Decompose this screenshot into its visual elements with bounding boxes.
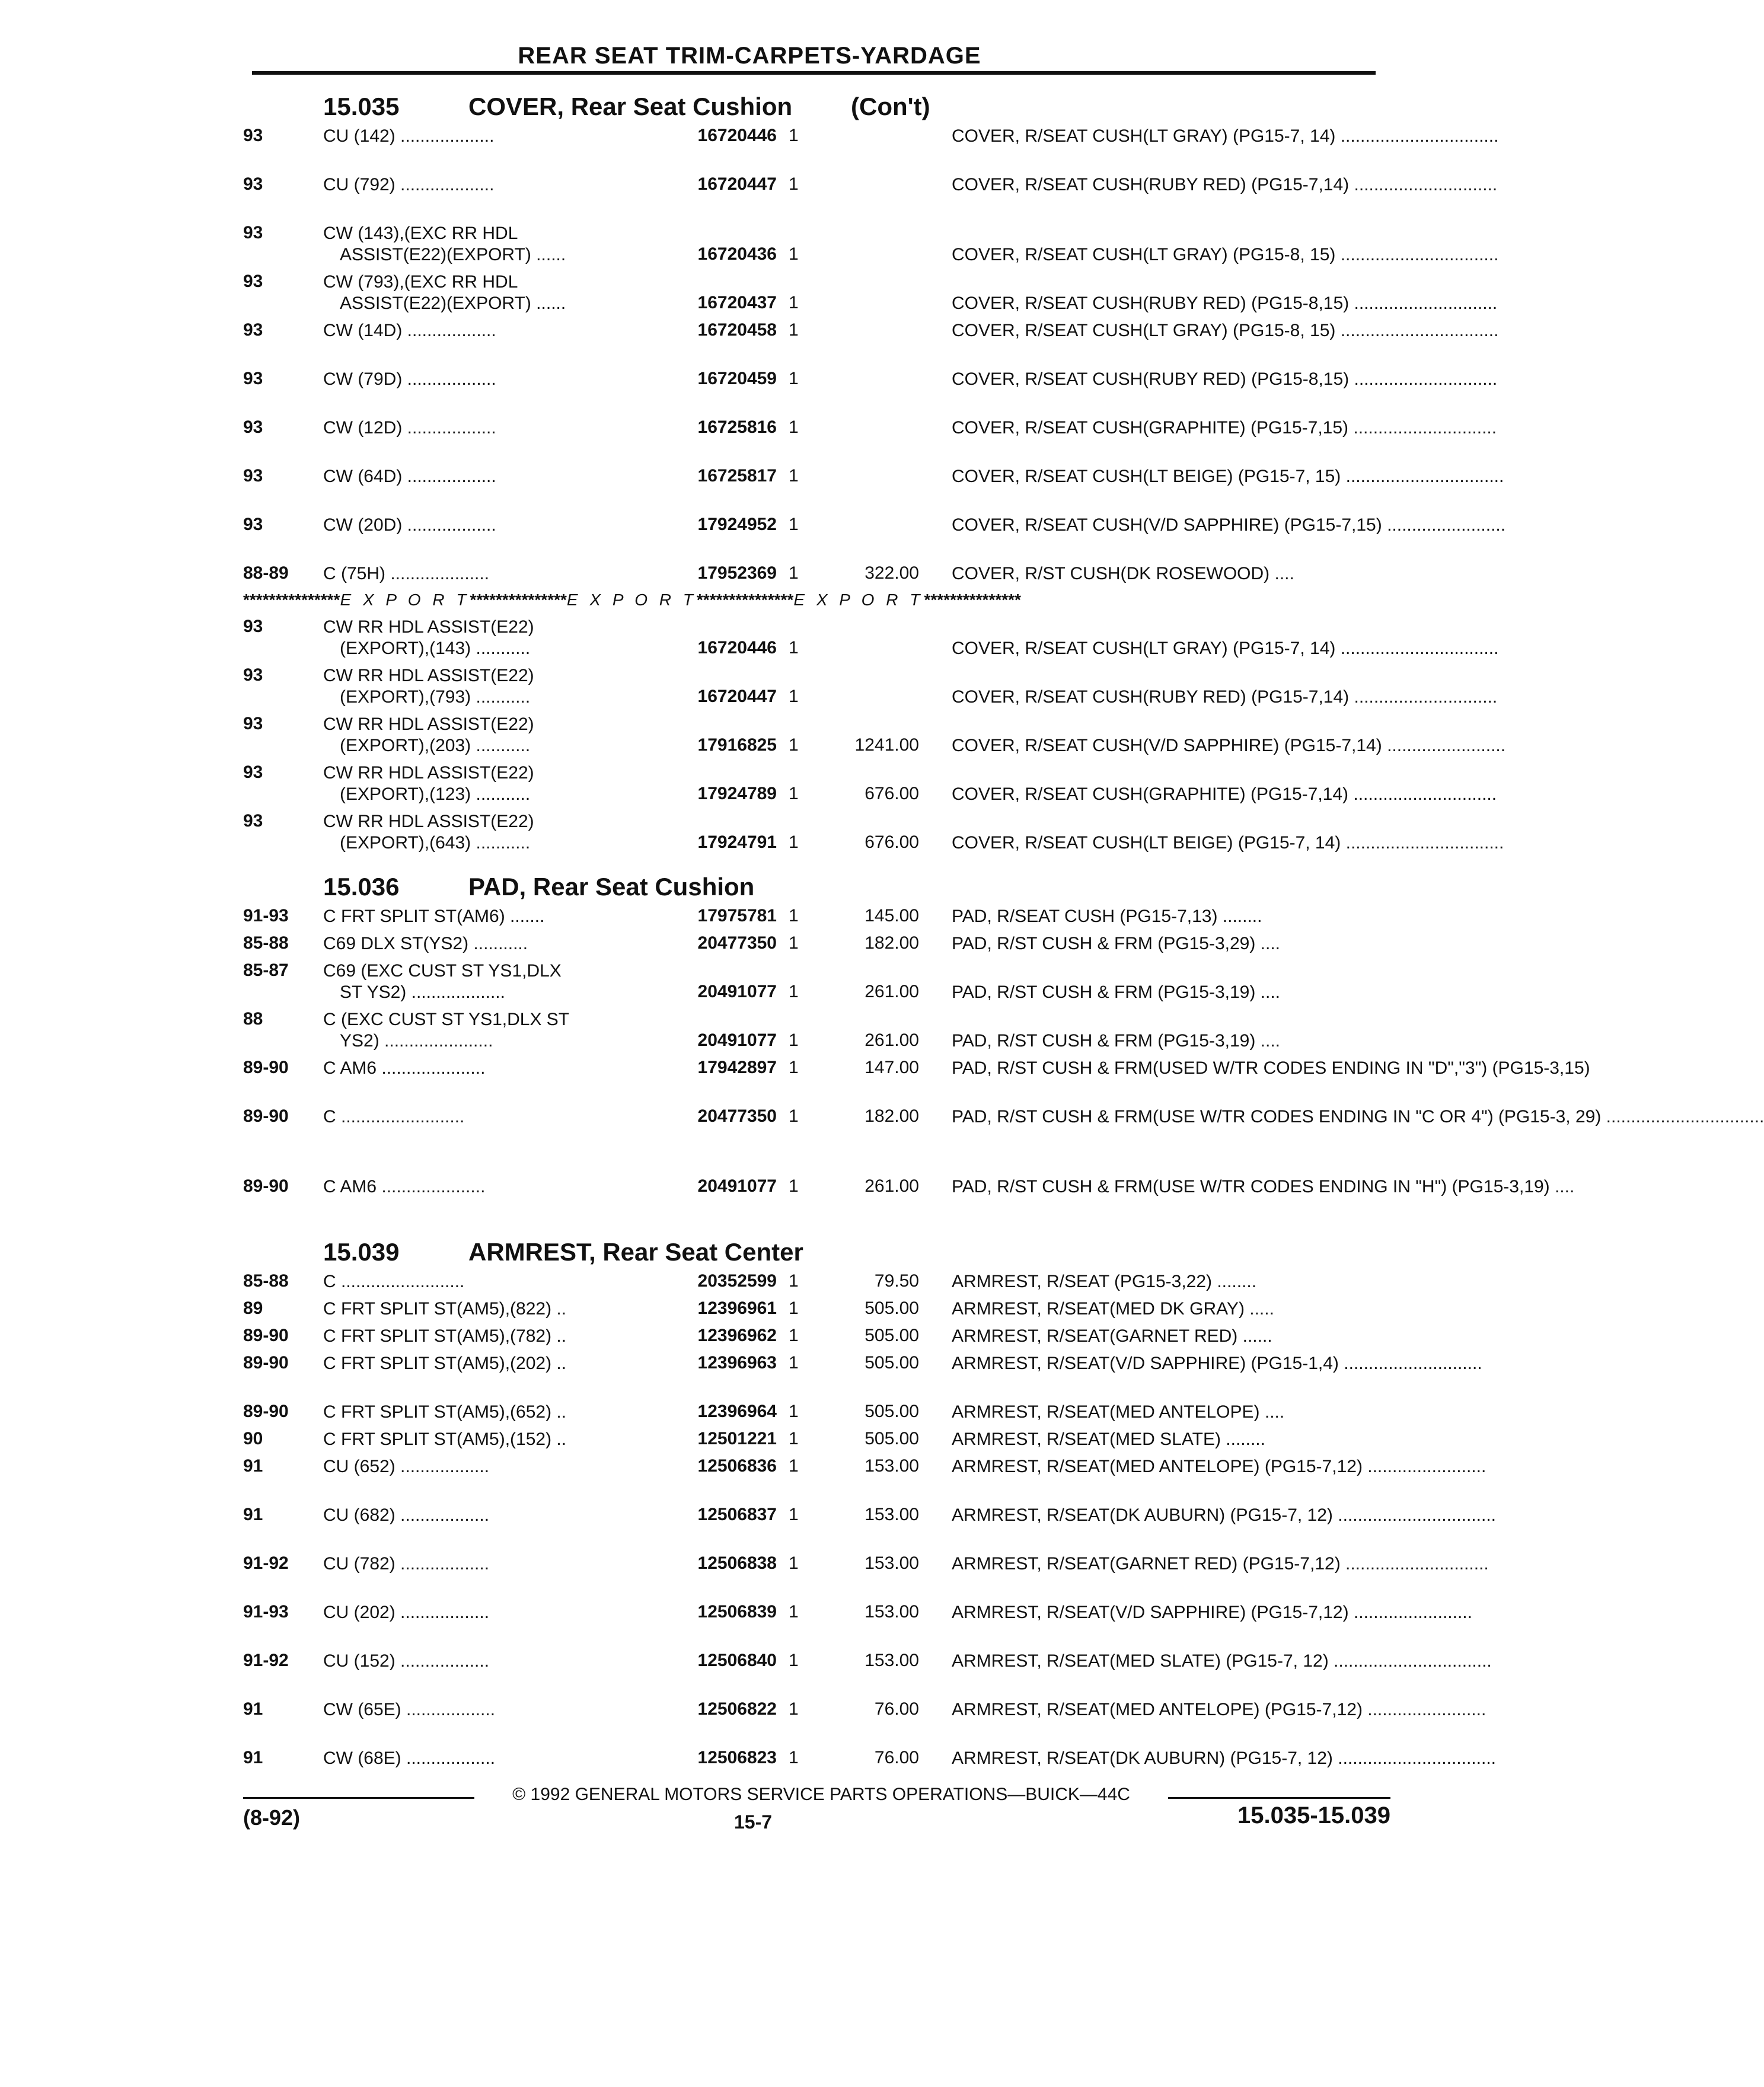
part-name: ARMREST, R/SEAT(MED SLATE) (PG15-7, 12) ................................ xyxy=(952,1651,1492,1671)
price: 76.00 xyxy=(874,1748,919,1767)
part-number: 17924952 xyxy=(697,515,777,534)
quantity: 1 xyxy=(789,1298,799,1318)
table-row xyxy=(243,515,1506,563)
quantity: 1 xyxy=(789,1326,799,1345)
usage-line: CW RR HDL ASSIST(E22) xyxy=(323,617,534,637)
part-name: ARMREST, R/SEAT(MED DK GRAY) ..... xyxy=(952,1299,1274,1319)
part-number: 20477350 xyxy=(697,933,777,953)
section-spacer xyxy=(243,1225,1382,1233)
part-name: COVER, R/SEAT CUSH(LT BEIGE) (PG15-7, 14) ................................ xyxy=(952,833,1504,853)
usage-line: CW RR HDL ASSIST(E22) xyxy=(323,812,534,831)
usage-line: (EXPORT),(143) ........... xyxy=(340,639,531,658)
part-name: ARMREST, R/SEAT(MED ANTELOPE) (PG15-7,12) ........................ xyxy=(952,1700,1487,1719)
model-year: 93 xyxy=(243,272,263,291)
usage-line: C FRT SPLIT ST(AM5),(652) .. xyxy=(323,1402,567,1422)
part-name: ARMREST, R/SEAT(MED ANTELOPE) .... xyxy=(952,1402,1285,1422)
model-year: 91 xyxy=(243,1505,263,1524)
usage-line: CU (792) ................... xyxy=(323,175,495,194)
usage-line: CU (202) .................. xyxy=(323,1603,490,1622)
table-row xyxy=(243,1505,1496,1553)
table-row xyxy=(243,417,1497,466)
quantity: 1 xyxy=(789,126,799,145)
part-name: ARMREST, R/SEAT (PG15-3,22) ........ xyxy=(952,1272,1257,1291)
model-year: 93 xyxy=(243,126,263,145)
part-name: COVER, R/SEAT CUSH(RUBY RED) (PG15-7,14) ............................. xyxy=(952,175,1498,194)
part-number: 12501221 xyxy=(697,1429,777,1448)
table-row xyxy=(243,1602,1472,1651)
export-stars: *************** xyxy=(470,591,567,609)
table-row xyxy=(243,1402,1382,1429)
part-name: PAD, R/ST CUSH & FRM(USED W/TR CODES ENDING IN "D","3") (PG15-3,15) xyxy=(952,1058,1590,1078)
quantity: 1 xyxy=(789,1748,799,1767)
quantity: 1 xyxy=(789,982,799,1001)
price: 261.00 xyxy=(865,1176,919,1196)
part-name: ARMREST, R/SEAT(GARNET RED) ...... xyxy=(952,1326,1272,1346)
model-year: 93 xyxy=(243,466,263,486)
part-number: 20352599 xyxy=(697,1271,777,1291)
usage-line: C FRT SPLIT ST(AM5),(152) .. xyxy=(323,1429,567,1449)
part-number: 12506823 xyxy=(697,1748,777,1767)
quantity: 1 xyxy=(789,320,799,340)
part-name: COVER, R/SEAT CUSH(V/D SAPPHIRE) (PG15-7,15) ........................ xyxy=(952,515,1506,535)
usage-line: CU (782) .................. xyxy=(323,1554,490,1574)
table-row xyxy=(243,762,1497,811)
model-year: 93 xyxy=(243,417,263,437)
usage-line: ASSIST(E22)(EXPORT) ...... xyxy=(340,245,566,264)
part-number: 12396963 xyxy=(697,1353,777,1373)
part-number: 20491077 xyxy=(697,982,777,1001)
model-year: 85-88 xyxy=(243,933,289,953)
usage-line: C69 DLX ST(YS2) ........... xyxy=(323,934,528,953)
parts-catalog xyxy=(243,88,1764,1805)
part-name: PAD, R/ST CUSH & FRM(USE W/TR CODES ENDING IN "C OR 4") (PG15-3, 29) ................................ xyxy=(952,1107,1764,1127)
part-number: 16720436 xyxy=(697,244,777,264)
part-name: COVER, R/ST CUSH(DK ROSEWOOD) .... xyxy=(952,564,1294,583)
part-number: 12506840 xyxy=(697,1651,777,1670)
part-name: COVER, R/SEAT CUSH(LT GRAY) (PG15-8, 15) ................................ xyxy=(952,321,1499,340)
model-year: 85-87 xyxy=(243,960,289,980)
price: 505.00 xyxy=(865,1402,919,1421)
part-number: 16720446 xyxy=(697,126,777,145)
quantity: 1 xyxy=(789,1402,799,1421)
part-number: 12506839 xyxy=(697,1602,777,1622)
part-number: 16720459 xyxy=(697,369,777,388)
footer-copyright: © 1992 GENERAL MOTORS SERVICE PARTS OPERATIONS—BUICK—44C xyxy=(512,1785,1130,1804)
part-number: 12396961 xyxy=(697,1298,777,1318)
usage-line: CW (14D) .................. xyxy=(323,321,496,340)
part-name: COVER, R/SEAT CUSH(V/D SAPPHIRE) (PG15-7,14) ........................ xyxy=(952,736,1506,755)
price: 676.00 xyxy=(865,832,919,852)
model-year: 89-90 xyxy=(243,1402,289,1421)
section-number: 15.039 xyxy=(323,1238,400,1266)
price: 153.00 xyxy=(865,1505,919,1524)
part-number: 16720437 xyxy=(697,293,777,312)
usage-line: C AM6 ..................... xyxy=(323,1058,486,1078)
part-number: 17942897 xyxy=(697,1058,777,1077)
section-number: 15.036 xyxy=(323,873,400,901)
quantity: 1 xyxy=(789,563,799,583)
model-year: 91 xyxy=(243,1699,263,1719)
table-row xyxy=(243,1651,1492,1699)
table-row xyxy=(243,1553,1489,1602)
part-number: 16725816 xyxy=(697,417,777,437)
part-number: 20477350 xyxy=(697,1106,777,1126)
model-year: 85-88 xyxy=(243,1271,289,1291)
usage-line: C69 (EXC CUST ST YS1,DLX xyxy=(323,961,562,981)
part-name: ARMREST, R/SEAT(MED ANTELOPE) (PG15-7,12) ........................ xyxy=(952,1457,1487,1476)
quantity: 1 xyxy=(789,1429,799,1448)
model-year: 93 xyxy=(243,714,263,733)
footer-page-number: 15-7 xyxy=(733,1811,773,1833)
usage-line: CU (152) .................. xyxy=(323,1651,490,1671)
quantity: 1 xyxy=(789,417,799,437)
table-row xyxy=(243,811,1504,860)
usage-line: C FRT SPLIT ST(AM5),(822) .. xyxy=(323,1299,567,1319)
usage-line: CW (65E) .................. xyxy=(323,1700,496,1719)
price: 505.00 xyxy=(865,1298,919,1318)
model-year: 89-90 xyxy=(243,1058,289,1077)
price: 153.00 xyxy=(865,1456,919,1476)
export-stars: *************** xyxy=(696,591,794,609)
model-year: 91 xyxy=(243,1456,263,1476)
model-year: 93 xyxy=(243,515,263,534)
model-year: 93 xyxy=(243,617,263,636)
table-row xyxy=(243,665,1498,714)
model-year: 91-92 xyxy=(243,1553,289,1573)
model-year: 93 xyxy=(243,174,263,194)
table-row xyxy=(243,906,1382,933)
model-year: 91-92 xyxy=(243,1651,289,1670)
model-year: 91 xyxy=(243,1748,263,1767)
usage-line: CW RR HDL ASSIST(E22) xyxy=(323,666,534,685)
model-year: 88-89 xyxy=(243,563,289,583)
usage-line: ASSIST(E22)(EXPORT) ...... xyxy=(340,293,566,313)
usage-line: (EXPORT),(643) ........... xyxy=(340,833,531,853)
part-name: PAD, R/ST CUSH & FRM (PG15-3,19) .... xyxy=(952,982,1281,1002)
part-number: 17916825 xyxy=(697,735,777,755)
usage-line: CW RR HDL ASSIST(E22) xyxy=(323,714,534,734)
usage-line: CW (793),(EXC RR HDL xyxy=(323,272,518,292)
price: 147.00 xyxy=(865,1058,919,1077)
footer-rule-left xyxy=(243,1797,474,1799)
table-row xyxy=(243,1699,1487,1748)
model-year: 89-90 xyxy=(243,1326,289,1345)
price: 153.00 xyxy=(865,1553,919,1573)
quantity: 1 xyxy=(789,1553,799,1573)
model-year: 89-90 xyxy=(243,1106,289,1126)
quantity: 1 xyxy=(789,293,799,312)
header-rule xyxy=(252,71,1376,75)
part-number: 12396964 xyxy=(697,1402,777,1421)
part-name: COVER, R/SEAT CUSH(LT GRAY) (PG15-8, 15) ................................ xyxy=(952,245,1499,264)
model-year: 91-93 xyxy=(243,1602,289,1622)
table-row xyxy=(243,174,1498,223)
part-name: COVER, R/SEAT CUSH(GRAPHITE) (PG15-7,14) ............................. xyxy=(952,784,1497,804)
model-year: 88 xyxy=(243,1009,263,1029)
part-number: 20491077 xyxy=(697,1030,777,1050)
usage-line: CU (652) .................. xyxy=(323,1457,490,1476)
table-row xyxy=(243,1456,1487,1505)
price: 76.00 xyxy=(874,1699,919,1719)
usage-line: (EXPORT),(123) ........... xyxy=(340,784,531,804)
quantity: 1 xyxy=(789,1505,799,1524)
price: 261.00 xyxy=(865,982,919,1001)
section-suffix: (Con't) xyxy=(851,92,930,120)
part-number: 12396962 xyxy=(697,1326,777,1345)
usage-line: CW (64D) .................. xyxy=(323,467,496,486)
table-row xyxy=(243,223,1499,272)
part-name: COVER, R/SEAT CUSH(RUBY RED) (PG15-8,15) ............................. xyxy=(952,293,1498,313)
export-stars: *************** xyxy=(243,591,340,609)
part-number: 16720447 xyxy=(697,174,777,194)
table-row xyxy=(243,369,1498,417)
part-number: 12506822 xyxy=(697,1699,777,1719)
usage-line: CW (79D) .................. xyxy=(323,369,496,389)
quantity: 1 xyxy=(789,784,799,803)
usage-line: CW (20D) .................. xyxy=(323,515,496,535)
part-number: 16720446 xyxy=(697,638,777,658)
part-number: 17975781 xyxy=(697,906,777,926)
table-row xyxy=(243,1009,1382,1058)
price: 505.00 xyxy=(865,1429,919,1448)
footer-rule-right xyxy=(1168,1797,1390,1799)
usage-line: YS2) ...................... xyxy=(340,1031,493,1051)
footer-date: (8-92) xyxy=(243,1805,301,1830)
table-row xyxy=(243,933,1382,960)
usage-line: C ......................... xyxy=(323,1107,465,1127)
usage-line: C FRT SPLIT ST(AM6) ....... xyxy=(323,907,545,926)
part-number: 16720458 xyxy=(697,320,777,340)
part-name: COVER, R/SEAT CUSH(RUBY RED) (PG15-7,14) ............................. xyxy=(952,687,1498,707)
table-row xyxy=(243,1298,1382,1326)
quantity: 1 xyxy=(789,1602,799,1622)
price: 505.00 xyxy=(865,1326,919,1345)
table-row xyxy=(243,1271,1382,1298)
model-year: 93 xyxy=(243,665,263,685)
quantity: 1 xyxy=(789,369,799,388)
part-name: ARMREST, R/SEAT(V/D SAPPHIRE) (PG15-1,4) ............................ xyxy=(952,1354,1482,1373)
price: 505.00 xyxy=(865,1353,919,1373)
table-row xyxy=(243,617,1499,665)
model-year: 93 xyxy=(243,320,263,340)
table-row xyxy=(243,320,1499,369)
table-row xyxy=(243,466,1504,515)
part-number: 12506838 xyxy=(697,1553,777,1573)
price: 322.00 xyxy=(865,563,919,583)
export-divider xyxy=(243,591,1382,617)
part-name: ARMREST, R/SEAT(DK AUBURN) (PG15-7, 12) ................................ xyxy=(952,1748,1496,1768)
quantity: 1 xyxy=(789,1456,799,1476)
export-stars: *************** xyxy=(923,591,1020,609)
quantity: 1 xyxy=(789,1176,799,1196)
model-year: 93 xyxy=(243,762,263,782)
usage-line: C (75H) .................... xyxy=(323,564,490,583)
part-name: COVER, R/SEAT CUSH(RUBY RED) (PG15-8,15) ............................. xyxy=(952,369,1498,389)
section-title: COVER, Rear Seat Cushion xyxy=(468,92,793,120)
section-number: 15.035 xyxy=(323,92,400,120)
quantity: 1 xyxy=(789,466,799,486)
part-name: PAD, R/ST CUSH & FRM(USE W/TR CODES ENDING IN "H") (PG15-3,19) .... xyxy=(952,1177,1575,1196)
part-name: COVER, R/SEAT CUSH(LT GRAY) (PG15-7, 14) ................................ xyxy=(952,639,1499,658)
part-number: 12506836 xyxy=(697,1456,777,1476)
model-year: 93 xyxy=(243,369,263,388)
usage-line: (EXPORT),(793) ........... xyxy=(340,687,531,707)
part-number: 12506837 xyxy=(697,1505,777,1524)
quantity: 1 xyxy=(789,1651,799,1670)
price: 153.00 xyxy=(865,1651,919,1670)
quantity: 1 xyxy=(789,638,799,658)
part-number: 17924789 xyxy=(697,784,777,803)
usage-line: CU (682) .................. xyxy=(323,1505,490,1525)
usage-line: CW (12D) .................. xyxy=(323,418,496,438)
part-number: 16725817 xyxy=(697,466,777,486)
quantity: 1 xyxy=(789,244,799,264)
export-label: E X P O R T xyxy=(566,591,697,609)
part-name: COVER, R/SEAT CUSH(LT GRAY) (PG15-7, 14) ................................ xyxy=(952,126,1499,146)
quantity: 1 xyxy=(789,1106,799,1126)
quantity: 1 xyxy=(789,174,799,194)
price: 261.00 xyxy=(865,1030,919,1050)
quantity: 1 xyxy=(789,1353,799,1373)
table-row xyxy=(243,960,1382,1009)
usage-line: ST YS2) ................... xyxy=(340,982,505,1002)
export-label: E X P O R T xyxy=(340,591,470,609)
usage-line: C FRT SPLIT ST(AM5),(202) .. xyxy=(323,1354,567,1373)
usage-line: (EXPORT),(203) ........... xyxy=(340,736,531,755)
table-row xyxy=(243,1326,1382,1353)
part-name: PAD, R/ST CUSH & FRM (PG15-3,29) .... xyxy=(952,934,1281,953)
part-name: COVER, R/SEAT CUSH(GRAPHITE) (PG15-7,15) ............................. xyxy=(952,418,1497,438)
table-row xyxy=(243,1058,1590,1106)
model-year: 89-90 xyxy=(243,1176,289,1196)
table-row xyxy=(243,714,1506,762)
usage-line: CU (142) ................... xyxy=(323,126,495,146)
price: 676.00 xyxy=(865,784,919,803)
usage-line: CW (68E) .................. xyxy=(323,1748,496,1768)
part-name: PAD, R/SEAT CUSH (PG15-7,13) ........ xyxy=(952,907,1262,926)
quantity: 1 xyxy=(789,1699,799,1719)
model-year: 89 xyxy=(243,1298,263,1318)
section-title: PAD, Rear Seat Cushion xyxy=(468,873,755,901)
price: 153.00 xyxy=(865,1602,919,1622)
price: 145.00 xyxy=(865,906,919,926)
usage-line: C AM6 ..................... xyxy=(323,1177,486,1196)
quantity: 1 xyxy=(789,687,799,706)
table-row xyxy=(243,272,1498,320)
table-row xyxy=(243,126,1499,174)
part-name: ARMREST, R/SEAT(V/D SAPPHIRE) (PG15-7,12) ........................ xyxy=(952,1603,1472,1622)
footer-section-range: 15.035-15.039 xyxy=(1237,1802,1390,1828)
usage-line: C FRT SPLIT ST(AM5),(782) .. xyxy=(323,1326,567,1346)
part-number: 20491077 xyxy=(697,1176,777,1196)
quantity: 1 xyxy=(789,1058,799,1077)
usage-line: CW (143),(EXC RR HDL xyxy=(323,224,518,243)
quantity: 1 xyxy=(789,1030,799,1050)
part-number: 16720447 xyxy=(697,687,777,706)
part-name: ARMREST, R/SEAT(GARNET RED) (PG15-7,12) ............................. xyxy=(952,1554,1489,1574)
model-year: 90 xyxy=(243,1429,263,1448)
price: 182.00 xyxy=(865,933,919,953)
export-label: E X P O R T xyxy=(793,591,924,609)
part-name: ARMREST, R/SEAT(MED SLATE) ........ xyxy=(952,1429,1265,1449)
part-name: COVER, R/SEAT CUSH(LT BEIGE) (PG15-7, 15) ................................ xyxy=(952,467,1504,486)
table-row xyxy=(243,1176,1575,1225)
model-year: 93 xyxy=(243,223,263,242)
price: 182.00 xyxy=(865,1106,919,1126)
usage-line: CW RR HDL ASSIST(E22) xyxy=(323,763,534,783)
quantity: 1 xyxy=(789,515,799,534)
section-header xyxy=(243,868,1382,906)
table-row xyxy=(243,1429,1382,1456)
quantity: 1 xyxy=(789,906,799,926)
model-year: 91-93 xyxy=(243,906,289,926)
quantity: 1 xyxy=(789,933,799,953)
table-row xyxy=(243,1353,1482,1402)
section-header xyxy=(243,1233,1382,1271)
part-name: ARMREST, R/SEAT(DK AUBURN) (PG15-7, 12) ................................ xyxy=(952,1505,1496,1525)
model-year: 89-90 xyxy=(243,1353,289,1373)
quantity: 1 xyxy=(789,1271,799,1291)
usage-line: C ......................... xyxy=(323,1272,465,1291)
part-name: PAD, R/ST CUSH & FRM (PG15-3,19) .... xyxy=(952,1031,1281,1051)
section-spacer xyxy=(243,860,1382,868)
part-number: 17924791 xyxy=(697,832,777,852)
table-row xyxy=(243,1106,1764,1176)
section-header xyxy=(243,88,1382,126)
quantity: 1 xyxy=(789,735,799,755)
price: 1241.00 xyxy=(854,735,919,755)
usage-line: C (EXC CUST ST YS1,DLX ST xyxy=(323,1010,570,1029)
quantity: 1 xyxy=(789,832,799,852)
part-number: 17952369 xyxy=(697,563,777,583)
price: 79.50 xyxy=(874,1271,919,1291)
section-title: ARMREST, Rear Seat Center xyxy=(468,1238,803,1266)
table-row xyxy=(243,563,1382,591)
model-year: 93 xyxy=(243,811,263,831)
page-title: REAR SEAT TRIM-CARPETS-YARDAGE xyxy=(518,43,981,69)
